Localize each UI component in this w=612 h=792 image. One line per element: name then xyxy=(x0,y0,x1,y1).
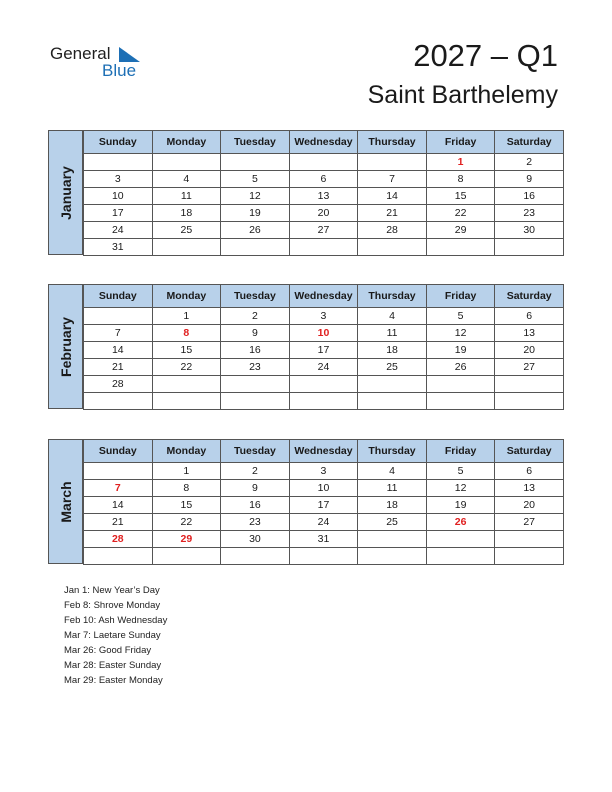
day-cell: 18 xyxy=(358,342,427,359)
day-cell: 11 xyxy=(358,480,427,497)
weekday-header: Saturday xyxy=(495,440,564,463)
day-cell: 26 xyxy=(426,359,495,376)
day-cell: 3 xyxy=(289,308,358,325)
weekday-header: Tuesday xyxy=(221,285,290,308)
day-cell: 22 xyxy=(426,205,495,222)
day-cell: 5 xyxy=(426,308,495,325)
day-cell xyxy=(358,154,427,171)
day-cell xyxy=(84,308,153,325)
holiday-note: Mar 7: Laetare Sunday xyxy=(64,630,161,641)
day-cell: 20 xyxy=(495,342,564,359)
day-cell: 13 xyxy=(495,325,564,342)
weekday-header: Saturday xyxy=(495,285,564,308)
day-cell: 24 xyxy=(289,359,358,376)
day-cell xyxy=(84,463,153,480)
weekday-header: Saturday xyxy=(495,131,564,154)
month-name: March xyxy=(57,480,74,523)
day-cell: 26 xyxy=(426,514,495,531)
day-cell: 13 xyxy=(289,188,358,205)
day-cell: 10 xyxy=(289,325,358,342)
day-cell: 25 xyxy=(358,514,427,531)
day-cell: 20 xyxy=(495,497,564,514)
weekday-header: Wednesday xyxy=(289,131,358,154)
week-row xyxy=(84,239,564,256)
day-cell: 8 xyxy=(152,480,221,497)
month-label-band xyxy=(48,130,83,255)
day-cell: 9 xyxy=(221,480,290,497)
day-cell: 21 xyxy=(358,205,427,222)
day-cell: 26 xyxy=(221,222,290,239)
day-cell xyxy=(358,393,427,410)
day-cell: 23 xyxy=(221,359,290,376)
day-cell: 25 xyxy=(152,222,221,239)
day-cell: 22 xyxy=(152,514,221,531)
day-cell: 8 xyxy=(152,325,221,342)
day-cell xyxy=(152,393,221,410)
day-cell: 30 xyxy=(495,222,564,239)
weekday-header: Tuesday xyxy=(221,131,290,154)
day-cell: 2 xyxy=(221,308,290,325)
day-cell: 23 xyxy=(221,514,290,531)
day-cell xyxy=(426,548,495,565)
day-cell: 14 xyxy=(358,188,427,205)
day-cell: 13 xyxy=(495,480,564,497)
day-cell xyxy=(221,548,290,565)
day-cell: 10 xyxy=(289,480,358,497)
logo-text-general: General xyxy=(50,44,111,63)
day-cell xyxy=(289,154,358,171)
day-cell xyxy=(426,239,495,256)
day-cell: 21 xyxy=(84,359,153,376)
day-cell xyxy=(426,393,495,410)
weekday-header-row xyxy=(84,131,564,154)
day-cell: 29 xyxy=(426,222,495,239)
day-cell: 19 xyxy=(426,497,495,514)
month-name: January xyxy=(57,165,74,220)
day-cell: 1 xyxy=(152,308,221,325)
day-cell: 31 xyxy=(289,531,358,548)
day-cell: 24 xyxy=(289,514,358,531)
calendar-february xyxy=(48,284,564,409)
month-grid xyxy=(83,130,564,256)
day-cell: 7 xyxy=(358,171,427,188)
day-cell xyxy=(289,239,358,256)
week-row xyxy=(84,308,564,325)
holiday-note: Feb 10: Ash Wednesday xyxy=(64,615,168,626)
day-cell: 16 xyxy=(221,342,290,359)
day-cell: 16 xyxy=(221,497,290,514)
week-row xyxy=(84,188,564,205)
day-cell: 8 xyxy=(426,171,495,188)
day-cell: 15 xyxy=(152,497,221,514)
weekday-header: Sunday xyxy=(84,285,153,308)
holiday-note: Mar 28: Easter Sunday xyxy=(64,660,162,671)
page-title: 2027 – Q1 xyxy=(413,38,558,73)
day-cell: 7 xyxy=(84,480,153,497)
day-cell: 9 xyxy=(221,325,290,342)
day-cell xyxy=(84,393,153,410)
day-cell: 3 xyxy=(289,463,358,480)
day-cell xyxy=(495,376,564,393)
holiday-note: Jan 1: New Year’s Day xyxy=(64,585,160,596)
weekday-header-row xyxy=(84,440,564,463)
day-cell xyxy=(495,239,564,256)
day-cell xyxy=(152,239,221,256)
day-cell: 10 xyxy=(84,188,153,205)
day-cell: 6 xyxy=(495,463,564,480)
week-row xyxy=(84,548,564,565)
week-row xyxy=(84,497,564,514)
day-cell: 9 xyxy=(495,171,564,188)
calendar-march xyxy=(48,439,564,564)
day-cell: 28 xyxy=(84,531,153,548)
week-row xyxy=(84,531,564,548)
day-cell xyxy=(358,548,427,565)
week-row xyxy=(84,480,564,497)
month-label-band xyxy=(48,284,83,409)
holiday-note: Mar 29: Easter Monday xyxy=(64,675,163,686)
day-cell xyxy=(495,548,564,565)
day-cell: 4 xyxy=(358,463,427,480)
day-cell: 12 xyxy=(426,480,495,497)
day-cell xyxy=(358,239,427,256)
weekday-header: Tuesday xyxy=(221,440,290,463)
weekday-header: Thursday xyxy=(358,440,427,463)
month-grid xyxy=(83,439,564,565)
week-row xyxy=(84,463,564,480)
logo-text-blue: Blue xyxy=(102,61,137,80)
day-cell: 5 xyxy=(426,463,495,480)
day-cell xyxy=(495,531,564,548)
day-cell: 11 xyxy=(358,325,427,342)
day-cell xyxy=(358,376,427,393)
day-cell: 27 xyxy=(495,359,564,376)
day-cell: 31 xyxy=(84,239,153,256)
day-cell xyxy=(221,154,290,171)
day-cell: 15 xyxy=(152,342,221,359)
day-cell: 17 xyxy=(289,497,358,514)
day-cell xyxy=(152,376,221,393)
day-cell: 24 xyxy=(84,222,153,239)
day-cell: 2 xyxy=(221,463,290,480)
day-cell xyxy=(152,154,221,171)
weekday-header: Monday xyxy=(152,440,221,463)
day-cell: 12 xyxy=(221,188,290,205)
generalblue-logo xyxy=(50,44,150,84)
day-cell: 29 xyxy=(152,531,221,548)
weekday-header: Thursday xyxy=(358,131,427,154)
day-cell xyxy=(289,393,358,410)
day-cell: 18 xyxy=(358,497,427,514)
day-cell: 6 xyxy=(495,308,564,325)
week-row xyxy=(84,359,564,376)
day-cell: 16 xyxy=(495,188,564,205)
day-cell xyxy=(84,154,153,171)
week-row xyxy=(84,222,564,239)
weekday-header: Sunday xyxy=(84,440,153,463)
day-cell: 27 xyxy=(495,514,564,531)
month-label-band xyxy=(48,439,83,564)
logo-triangle-icon xyxy=(119,47,140,62)
holiday-note: Mar 26: Good Friday xyxy=(64,645,152,656)
day-cell: 4 xyxy=(358,308,427,325)
day-cell: 3 xyxy=(84,171,153,188)
day-cell: 15 xyxy=(426,188,495,205)
day-cell xyxy=(358,531,427,548)
day-cell: 17 xyxy=(289,342,358,359)
day-cell: 14 xyxy=(84,342,153,359)
day-cell xyxy=(289,548,358,565)
day-cell: 4 xyxy=(152,171,221,188)
calendar-january xyxy=(48,130,564,255)
day-cell xyxy=(426,376,495,393)
day-cell xyxy=(495,393,564,410)
weekday-header: Friday xyxy=(426,131,495,154)
weekday-header-row xyxy=(84,285,564,308)
day-cell xyxy=(221,239,290,256)
day-cell: 28 xyxy=(84,376,153,393)
day-cell: 19 xyxy=(426,342,495,359)
weekday-header: Friday xyxy=(426,440,495,463)
day-cell: 6 xyxy=(289,171,358,188)
week-row xyxy=(84,171,564,188)
day-cell: 25 xyxy=(358,359,427,376)
weekday-header: Monday xyxy=(152,285,221,308)
weekday-header: Wednesday xyxy=(289,285,358,308)
day-cell: 7 xyxy=(84,325,153,342)
holiday-note: Feb 8: Shrove Monday xyxy=(64,600,161,611)
week-row xyxy=(84,342,564,359)
day-cell: 11 xyxy=(152,188,221,205)
day-cell xyxy=(84,548,153,565)
day-cell: 1 xyxy=(152,463,221,480)
week-row xyxy=(84,154,564,171)
weekday-header: Friday xyxy=(426,285,495,308)
day-cell: 2 xyxy=(495,154,564,171)
weekday-header: Sunday xyxy=(84,131,153,154)
day-cell: 18 xyxy=(152,205,221,222)
day-cell: 20 xyxy=(289,205,358,222)
day-cell xyxy=(426,531,495,548)
day-cell: 22 xyxy=(152,359,221,376)
day-cell: 21 xyxy=(84,514,153,531)
day-cell: 27 xyxy=(289,222,358,239)
day-cell xyxy=(152,548,221,565)
page-subtitle: Saint Barthelemy xyxy=(367,81,558,109)
week-row xyxy=(84,514,564,531)
day-cell: 28 xyxy=(358,222,427,239)
week-row xyxy=(84,325,564,342)
weekday-header: Wednesday xyxy=(289,440,358,463)
day-cell: 1 xyxy=(426,154,495,171)
day-cell xyxy=(221,393,290,410)
week-row xyxy=(84,205,564,222)
day-cell: 12 xyxy=(426,325,495,342)
day-cell: 17 xyxy=(84,205,153,222)
month-grid xyxy=(83,284,564,410)
weekday-header: Monday xyxy=(152,131,221,154)
day-cell xyxy=(289,376,358,393)
holiday-notes xyxy=(64,583,167,688)
day-cell xyxy=(221,376,290,393)
week-row xyxy=(84,393,564,410)
day-cell: 30 xyxy=(221,531,290,548)
day-cell: 23 xyxy=(495,205,564,222)
month-name: February xyxy=(57,316,74,377)
weekday-header: Thursday xyxy=(358,285,427,308)
day-cell: 5 xyxy=(221,171,290,188)
day-cell: 19 xyxy=(221,205,290,222)
week-row xyxy=(84,376,564,393)
day-cell: 14 xyxy=(84,497,153,514)
